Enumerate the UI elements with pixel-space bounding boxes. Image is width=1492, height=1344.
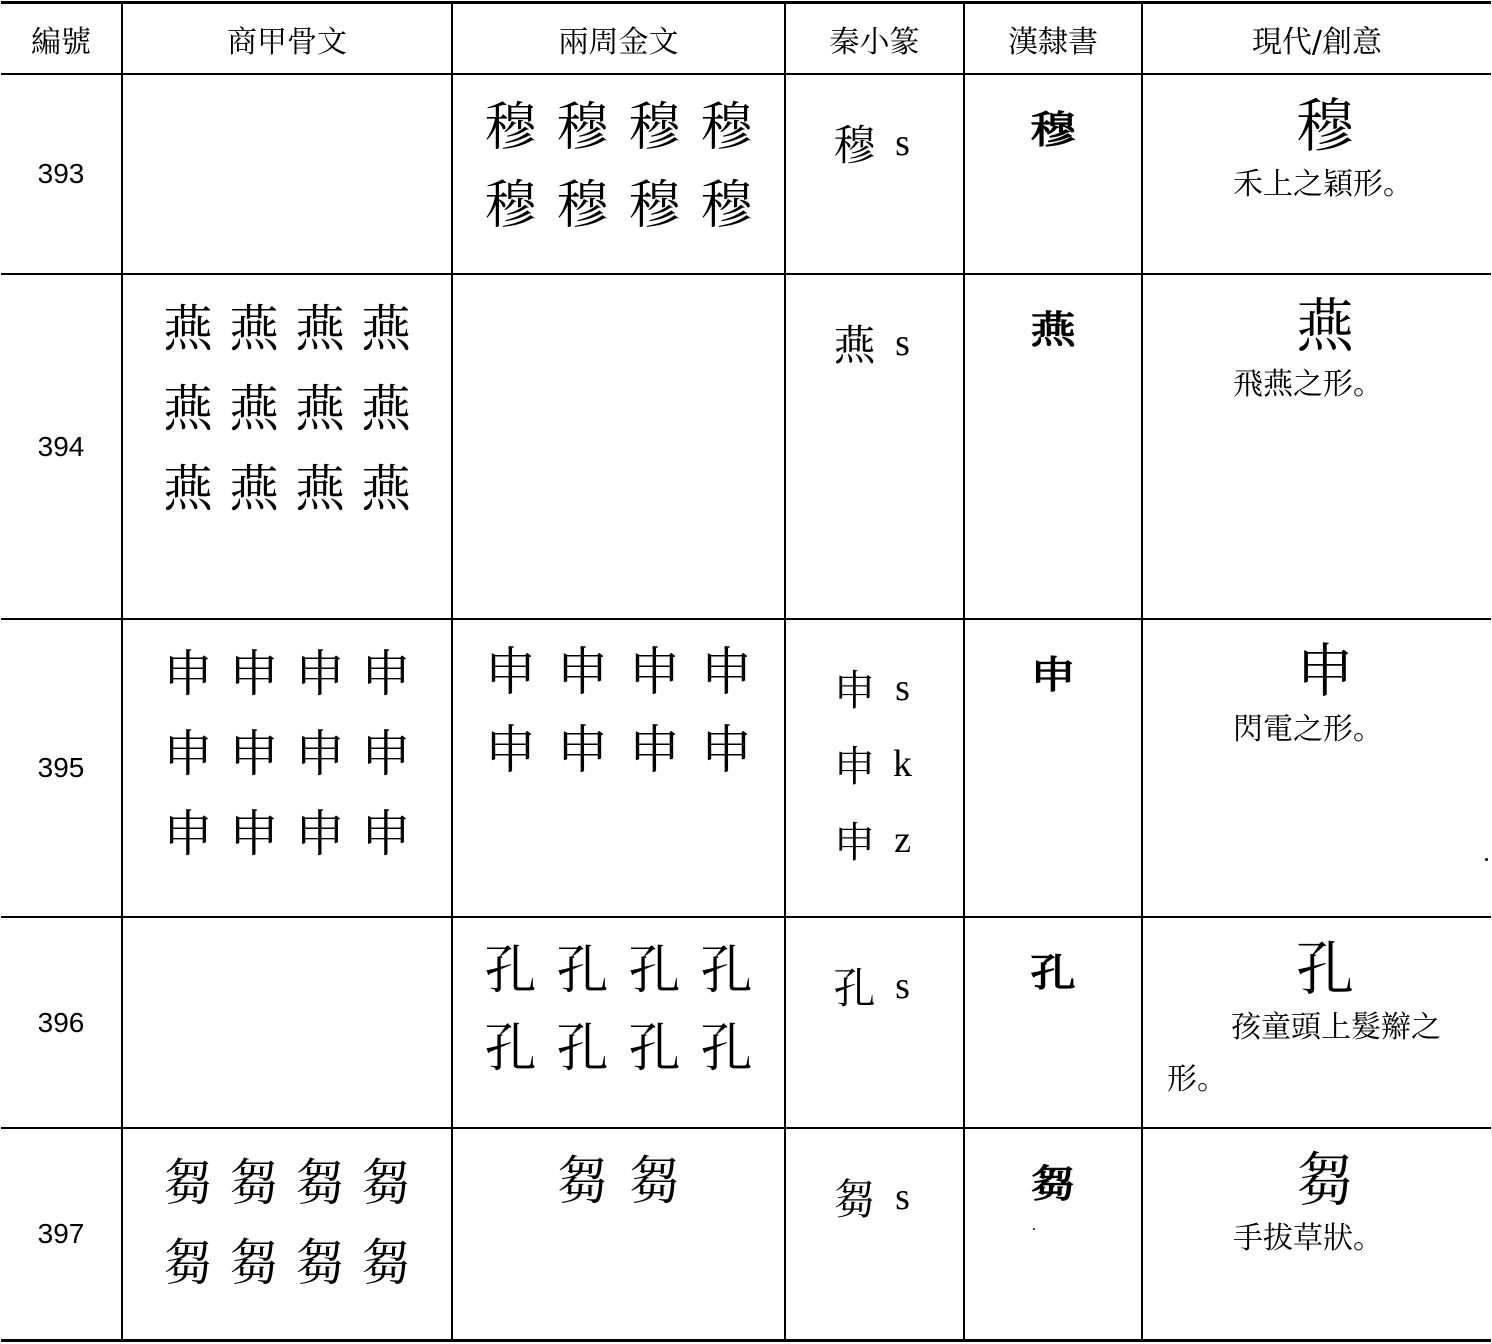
oracle-bone-glyph: 燕 <box>295 300 345 358</box>
oracle-bone-forms <box>122 619 452 917</box>
oracle-bone-glyph: 燕 <box>163 380 213 438</box>
oracle-bone-glyph: 燕 <box>229 460 279 518</box>
small-seal-entry <box>786 802 963 878</box>
oracle-bone-glyph: 燕 <box>361 380 411 438</box>
small-seal-glyph: 芻 <box>833 1175 876 1224</box>
modern-form <box>1142 74 1491 274</box>
table-row <box>1 917 1491 1128</box>
modern-glyph: 穆 <box>1295 92 1354 160</box>
entry-number: 394 <box>1 274 122 619</box>
header-small-seal: 秦小篆 <box>785 3 964 75</box>
meaning-text: 飛燕之形。 <box>1233 367 1383 402</box>
oracle-bone-glyph: 燕 <box>229 300 279 358</box>
source-code: s <box>895 1176 910 1218</box>
bronze-glyph: 孔 <box>700 941 753 1001</box>
bronze-glyph: 孔 <box>700 1019 753 1079</box>
oracle-bone-glyph: 芻 <box>163 1154 213 1212</box>
oracle-bone-glyph: 芻 <box>163 1234 213 1292</box>
oracle-bone-glyph: 燕 <box>361 460 411 518</box>
bronze-glyph: 申 <box>556 643 609 703</box>
modern-form <box>1142 619 1491 917</box>
oracle-bone-glyph: 申 <box>229 805 279 863</box>
small-seal-glyph: 申 <box>833 818 876 867</box>
oracle-bone-glyph: 申 <box>163 805 213 863</box>
stray-mark <box>1033 1228 1035 1230</box>
small-seal-entry <box>786 305 963 381</box>
oracle-bone-glyph: 燕 <box>229 380 279 438</box>
header-clerical: 漢隸書 <box>964 3 1142 75</box>
oracle-bone-glyph: 申 <box>361 645 411 703</box>
oracle-bone-glyph: 申 <box>295 645 345 703</box>
source-code: z <box>894 819 911 861</box>
oracle-bone-glyph: 燕 <box>295 460 345 518</box>
oracle-bone-forms <box>122 74 452 274</box>
bronze-glyph: 穆 <box>700 98 753 158</box>
glyph-grid <box>461 634 776 790</box>
bronze-glyph: 芻 <box>556 1152 609 1212</box>
meaning-text: 孩童頭上髮辮之形。 <box>1167 1010 1441 1097</box>
oracle-bone-forms <box>122 274 452 619</box>
bronze-glyph: 申 <box>484 643 537 703</box>
modern-glyph: 孔 <box>1295 935 1354 1003</box>
bronze-glyph: 孔 <box>628 941 681 1001</box>
glyph-grid <box>131 634 443 874</box>
oracle-bone-forms <box>122 917 452 1128</box>
modern-form <box>1142 274 1491 619</box>
oracle-bone-glyph: 申 <box>163 645 213 703</box>
oracle-bone-glyph: 燕 <box>295 380 345 438</box>
oracle-bone-glyph: 燕 <box>361 300 411 358</box>
clerical-form <box>964 917 1142 1128</box>
meaning-text: 禾上之穎形。 <box>1233 167 1413 202</box>
small-seal-glyph: 穆 <box>833 121 876 170</box>
table-row <box>1 619 1491 917</box>
source-code: s <box>895 122 910 164</box>
modern-glyph: 燕 <box>1295 292 1354 360</box>
modern-glyph: 芻 <box>1295 1146 1354 1214</box>
meaning-text: 手拔草狀。 <box>1233 1221 1383 1256</box>
bronze-glyph: 穆 <box>556 176 609 236</box>
oracle-bone-glyph: 申 <box>295 725 345 783</box>
small-seal-glyph: 燕 <box>833 321 876 370</box>
small-seal-entry <box>786 1159 963 1235</box>
source-code: s <box>895 667 910 709</box>
bronze-glyph: 孔 <box>556 1019 609 1079</box>
small-seal-glyph: 申 <box>833 666 876 715</box>
bronze-glyph: 孔 <box>484 1019 537 1079</box>
source-code: s <box>895 965 910 1007</box>
small-seal-glyph: 孔 <box>833 964 876 1013</box>
bronze-forms <box>452 619 785 917</box>
bronze-glyph: 申 <box>484 721 537 781</box>
meaning-text: 閃電之形。 <box>1233 712 1383 747</box>
bronze-glyph: 申 <box>628 721 681 781</box>
clerical-form <box>964 1128 1142 1340</box>
small-seal-entry <box>786 105 963 181</box>
clerical-glyph: 穆 <box>1030 108 1076 152</box>
entry-number: 395 <box>1 619 122 917</box>
modern-form <box>1142 1128 1491 1340</box>
bronze-forms <box>452 917 785 1128</box>
glyph-grid <box>131 289 443 529</box>
bronze-glyph: 穆 <box>556 98 609 158</box>
source-code: s <box>895 322 910 364</box>
header-oracle-bone: 商甲骨文 <box>122 3 452 75</box>
source-code: k <box>893 743 912 785</box>
bronze-glyph: 孔 <box>556 941 609 1001</box>
oracle-bone-glyph: 芻 <box>361 1234 411 1292</box>
bronze-glyph: 芻 <box>628 1152 681 1212</box>
bronze-glyph: 穆 <box>628 98 681 158</box>
small-seal-forms <box>785 1128 964 1340</box>
oracle-bone-glyph: 燕 <box>163 460 213 518</box>
oracle-bone-glyph: 芻 <box>295 1234 345 1292</box>
clerical-glyph: 孔 <box>1030 951 1076 995</box>
bronze-glyph: 申 <box>700 721 753 781</box>
header-bronze: 兩周金文 <box>452 3 785 75</box>
character-evolution-table <box>1 1 1491 1342</box>
header-modern: 現代/創意 <box>1142 3 1491 75</box>
oracle-bone-glyph: 申 <box>361 805 411 863</box>
glyph-grid <box>461 1143 776 1221</box>
entry-number: 393 <box>1 74 122 274</box>
table-row <box>1 1128 1491 1340</box>
small-seal-forms <box>785 74 964 274</box>
bronze-glyph: 穆 <box>700 176 753 236</box>
glyph-grid <box>131 1143 443 1303</box>
small-seal-entry <box>786 650 963 726</box>
modern-glyph: 申 <box>1295 637 1354 705</box>
oracle-bone-glyph: 申 <box>163 725 213 783</box>
clerical-form <box>964 619 1142 917</box>
bronze-forms <box>452 74 785 274</box>
table-row <box>1 274 1491 619</box>
clerical-form <box>964 74 1142 274</box>
bronze-glyph: 孔 <box>484 941 537 1001</box>
small-seal-forms <box>785 917 964 1128</box>
glyph-grid <box>461 932 776 1088</box>
bronze-glyph: 孔 <box>628 1019 681 1079</box>
bronze-glyph: 穆 <box>484 176 537 236</box>
oracle-bone-glyph: 芻 <box>361 1154 411 1212</box>
bronze-forms <box>452 274 785 619</box>
header-number: 編號 <box>1 3 122 75</box>
oracle-bone-glyph: 芻 <box>229 1154 279 1212</box>
oracle-bone-forms <box>122 1128 452 1340</box>
small-seal-entry <box>786 726 963 802</box>
bronze-forms <box>452 1128 785 1340</box>
clerical-form <box>964 274 1142 619</box>
oracle-bone-glyph: 芻 <box>229 1234 279 1292</box>
small-seal-forms <box>785 619 964 917</box>
bronze-glyph: 申 <box>700 643 753 703</box>
bronze-glyph: 穆 <box>628 176 681 236</box>
table-row <box>1 74 1491 274</box>
small-seal-forms <box>785 274 964 619</box>
oracle-bone-glyph: 燕 <box>163 300 213 358</box>
bronze-glyph: 申 <box>628 643 681 703</box>
clerical-glyph: 申 <box>1030 653 1076 697</box>
oracle-bone-glyph: 芻 <box>295 1154 345 1212</box>
entry-number: 396 <box>1 917 122 1128</box>
header-row <box>1 3 1491 75</box>
glyph-grid <box>461 89 776 245</box>
clerical-glyph: 芻 <box>1030 1162 1076 1206</box>
bronze-glyph: 穆 <box>484 98 537 158</box>
entry-number: 397 <box>1 1128 122 1340</box>
bronze-glyph: 申 <box>556 721 609 781</box>
small-seal-entry <box>786 948 963 1024</box>
oracle-bone-glyph: 申 <box>229 725 279 783</box>
oracle-bone-glyph: 申 <box>295 805 345 863</box>
stray-mark <box>1485 858 1488 861</box>
oracle-bone-glyph: 申 <box>361 725 411 783</box>
oracle-bone-glyph: 申 <box>229 645 279 703</box>
small-seal-glyph: 申 <box>833 742 876 791</box>
modern-form <box>1142 917 1491 1128</box>
clerical-glyph: 燕 <box>1030 308 1076 352</box>
